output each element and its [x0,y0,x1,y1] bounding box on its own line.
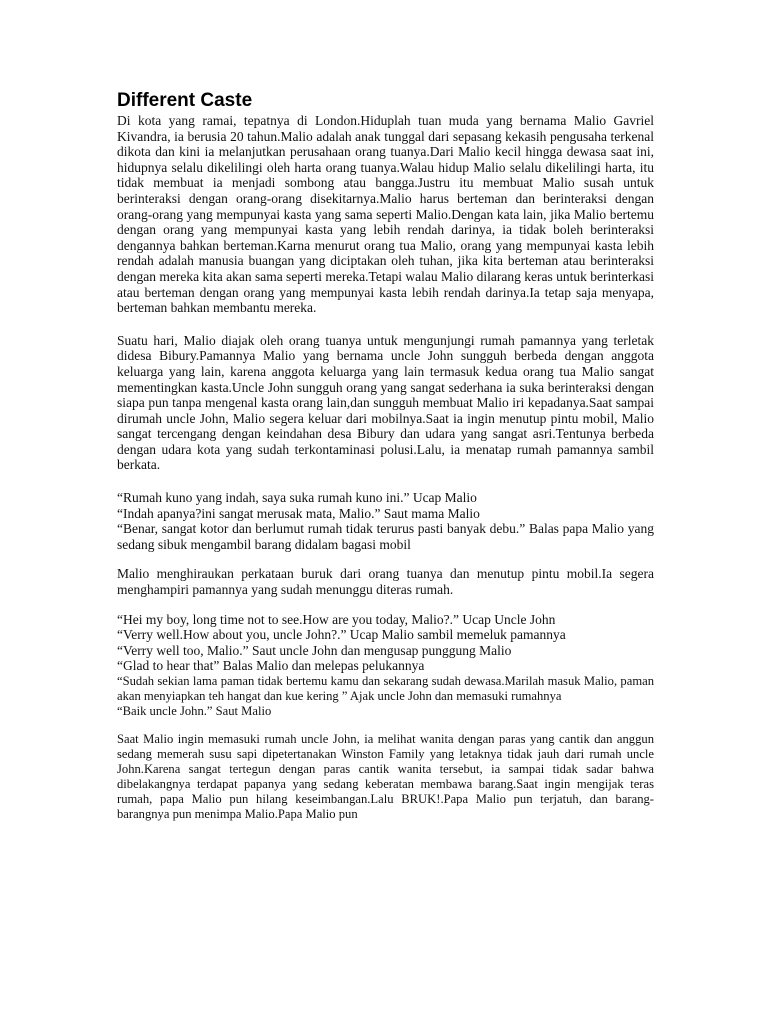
paragraph-gap [117,719,654,732]
dialogue-line-7: “Glad to hear that” Balas Malio dan melepas pelukannya [117,658,425,674]
document-title: Different Caste [117,90,253,111]
dialogue-line-2: “Indah apanya?ini sangat merusak mata, Malio.” Saut mama Malio [117,505,480,521]
dialogue-line-9: “Baik uncle John.” Saut Malio [117,704,272,718]
paragraph-gap [117,473,654,490]
paragraph-4: Saat Malio ingin memasuki rumah uncle John, ia melihat wanita dengan paras yang cantik dan anggun sedang memerah susu sapi dipetertanakan Winston Family yang letaknya tidak jauh dari rumah uncle John.Karena sangat tertegun dengan paras cantik wanita tersebut, ia sampai tidak sadar bahwa dibelakangnya terdapat papanya yang sedang keberatan membawa barang.Saat ingin mengijak teras rumah, papa Malio pun hilang keseimbangan.Lalu BRUK!.Papa Malio pun terjatuh, dan barang-barangnya pun menimpa Malio.Papa Malio pun [117,732,654,821]
dialogue-line-8: “Sudah sekian lama paman tidak bertemu kamu dan sekarang sudah dewasa.Marilah masuk Malio, paman akan menyiapkan teh hangat dan kue kering ” Ajak uncle John dan memasuki rumahnya [117,674,654,703]
paragraph-2: Suatu hari, Malio diajak oleh orang tuanya untuk mengunjungi rumah pamannya yang terletak didesa Bibury.Pamannya Malio yang bernama uncle John sungguh berbeda dengan anggota keluarga yang lain, karena anggota keluarga yang lain termasuk kedua orang tua Malio sangat mementingkan kasta.Uncle John sungguh orang yang sangat sederhana ia suka berinteraksi dengan siapa pun tanpa mengenal kasta orang lain,dan sungguh membuat Malio iri kepadanya.Saat sampai dirumah uncle John, Malio segera keluar dari mobilnya.Saat ia ingin menutup pintu mobil, Malio sangat tercengang dengan keindahan desa Bibury dan udara yang sangat asri.Tentunya berbeda dengan udara kota yang sudah terkontaminasi polusi.Lalu, ia menatap rumah pamannya sambil berkata. [117,332,654,473]
paragraph-3: Malio menghiraukan perkataan buruk dari orang tuanya dan menutup pintu mobil.Ia segera menghampiri pamannya yang sudah menunggu diteras rumah. [117,566,654,598]
paragraph-gap [117,552,654,566]
document-page [117,90,654,822]
paragraph-gap [117,316,654,333]
dialogue-line-4: “Hei my boy, long time not to see.How are you today, Malio?.” Ucap Uncle John [117,611,556,627]
dialogue-line-6: “Verry well too, Malio.” Saut uncle John dan mengusap punggung Malio [117,642,512,658]
dialogue-line-3: “Benar, sangat kotor dan berlumut rumah tidak terurus pasti banyak debu.” Balas papa Malio yang sedang sibuk mengambil barang didalam bagasi mobil [117,521,654,552]
dialogue-line-5: “Verry well.How about you, uncle John?.” Ucap Malio sambil memeluk pamannya [117,627,566,643]
paragraph-gap [117,598,654,612]
dialogue-line-1: “Rumah kuno yang indah, saya suka rumah kuno ini.” Ucap Malio [117,490,477,506]
paragraph-1: Di kota yang ramai, tepatnya di London.Hiduplah tuan muda yang bernama Malio Gavriel Kivandra, ia berusia 20 tahun.Malio adalah anak tunggal dari sepasang kekasih pengusaha terkenal dikota dan kini ia melanjutkan perusahaan orang tuanya.Dari Malio kecil hingga dewasa saat ini, hidupnya selalu dikelilingi oleh harta orang tuanya.Walau hidup Malio selalu dikelilingi harta, itu tidak membuat ia menjadi sombong atau bangga.Justru itu membuat Malio susah untuk berinteraksi dengan orang-orang disekitarnya.Malio harus berteman dan berinteraksi dengan orang-orang yang mempunyai kasta yang sama seperti Malio.Dengan kata lain, jika Malio bertemu dengan orang yang mempunyai kasta yang lebih rendah darinya, ia tidak boleh berinteraksi dengannya bahkan berteman.Karna menurut orang tua Malio, orang yang mempunyai kasta lebih rendah adalah manusia buangan yang diciptakan oleh tuhan, jika kita berteman atau berinteraksi dengan mereka kita akan sama seperti mereka.Tetapi walau Malio dilarang keras untuk berinterkasi atau berteman dengan orang yang mempunyai kasta lebih rendah darinya.Ia tetap saja menyapa, berteman bahkan membantu mereka. [117,113,654,316]
